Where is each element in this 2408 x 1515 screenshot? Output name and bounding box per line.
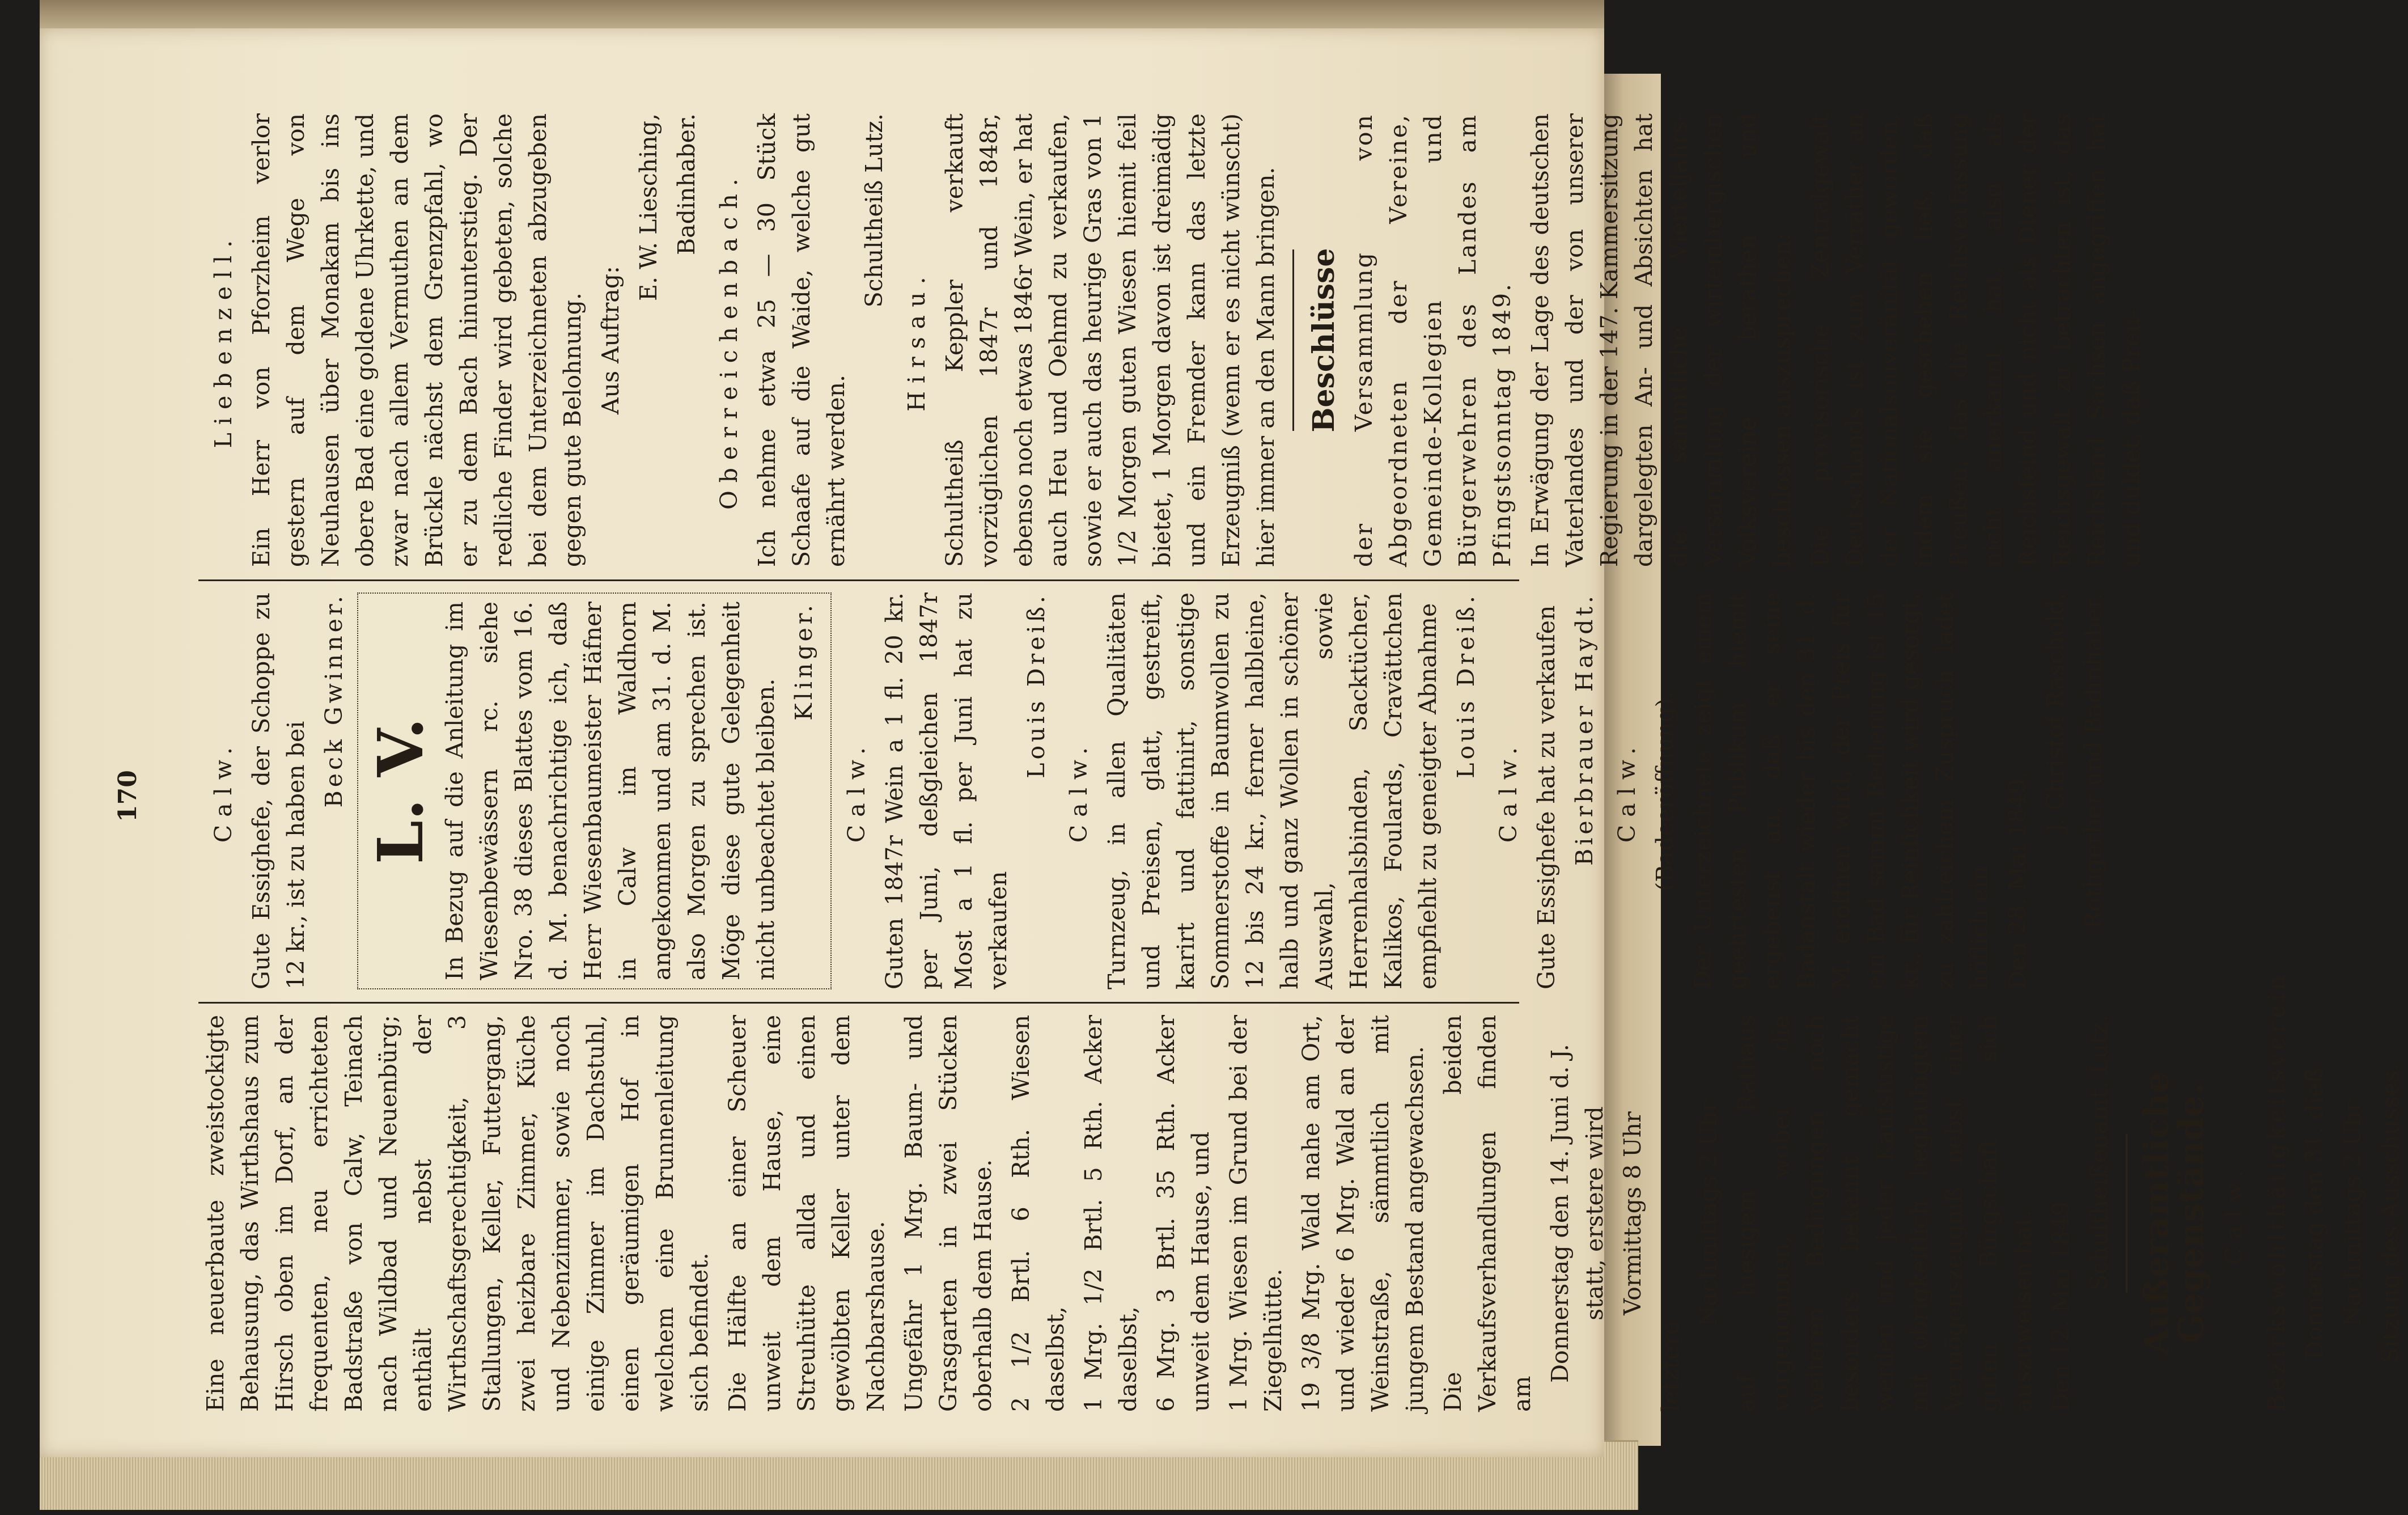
date-line: Den 28. Mai 1849.: [2004, 771, 2031, 989]
place-heading: Calw.: [210, 739, 237, 843]
text-line: Die beiden Verkaufsverhandlungen finden am: [1439, 1015, 1536, 1412]
text-paragraph: Die Hälfte an einer Scheuer unweit dem Hause, eine Streuhütte allda und einen gewölbten Keller unter dem Nachbarshause.: [724, 1015, 889, 1412]
text-paragraph: auf hiesigem Rathaus vorgenommen, wobei die weiteren Bedingungen noch besonders bekannt gemacht werden und jeder Kaufslustige mit obrigkeitlich beglaubigtem Vermögenszeugniß nebst einer guten Bürgschaft sich auszuweisen hat.: [1733, 1015, 2037, 1412]
place-heading: Liebenzell.: [210, 232, 237, 448]
text-paragraph: Ungefähr 1 Mrg. Baum- und Grasgarten in zwei Stücken oberhalb dem Hause.: [900, 1015, 997, 1412]
ornament-box: [357, 593, 832, 989]
column-2: [198, 593, 2107, 989]
signature: Bierbrauer Haydt.: [1571, 593, 1598, 866]
signature: E. W. Liesching,: [635, 113, 662, 301]
text-line: letztere: [1657, 1321, 1684, 1412]
text-paragraph: Eine neuerbaute zweistockigte Behausung, das Wirthshaus zum Hirsch oben im Dorf, an der frequenten, neu errichteten Badstraße von Calw, Teinach nach Wildbad und Neuenbürg; enthält nebst der Wirthschaftsgerechtigkeit, 3 Stallungen, Keller, Futtergang, zwei heizbare Zimmer, Küche und Nebenzimmer, sowie noch einige Zimmer im Dachstuhl, einen geräumigen Hof in welchem eine Brunnenleitung sich befindet.: [202, 1015, 713, 1412]
signature: J. Christof Raschold,: [2042, 593, 2069, 833]
notice-text: Guten 1847r Wein a 1 fl. 20 kr. per Juni, deßgleichen 1847r Most a 1 fl. per Juni hat zu verkaufen: [881, 593, 1012, 989]
text-line: 1 Mrg. Wiesen im Grund bei der Ziegelhütte.: [1225, 1015, 1287, 1412]
notice-text: Turnzeug, in allen Qualitäten und Preisen, glatt, gestreift, karirt und fattinirt, sonstige Sommerstoffe in Baumwollen zu 12 bis 24 kr., ferner halbleine, halb und ganz Wollen in schöner Auswahl, sowie Herrenhalsbinden, Sacktücher, Kalikos, Foulards, Cravättchen empfiehlt zu geneigter Abnahme: [1103, 593, 1442, 989]
text-line: Vormittags 8 Uhr: [1619, 1111, 1646, 1315]
text-line: 1 Mrg. 1/2 Brtl. 5 Rth. Acker daselbst,: [1080, 1015, 1142, 1412]
signature: Badinhaber.: [673, 113, 700, 255]
text-line: Donnerstag den 14. Juni d. J. statt, erstere wird: [1546, 1044, 1608, 1383]
notice-text: Ein Herr von Pforzheim verlor gestern auf dem Wege von Neuhausen über Monakam bis ins obere Bad eine goldene Uhrkette, und zwar nach allem Vermuthen an dem Brückle nächst dem Grenzpfahl, wo er zu dem Bach hinunterstieg. Der redliche Finder wird gebeten, solche bei dem Unterzeichneten abzugeben gegen gute Belohnung.: [248, 113, 586, 567]
place-heading: Oberreichenbach.: [715, 171, 743, 510]
section-rule: [2126, 1134, 2127, 1293]
text-line: 2 1/2 Brtl. 6 Rth. Wiesen daselbst,: [1007, 1015, 1069, 1412]
notice-text: In Bezug auf die Anleitung im Wiesenbewässern rc. siehe Nro. 38 dieses Blattes vom 16. d. M. benachrichtige ich, daß Herr Wiesenbaumeister Häfner in Calw im Waldhorn angekommen und am 31. d. M. also Morgen zu sprechen ist. Möge diese gute Gelegenheit nicht unbeachtet bleiben.: [441, 602, 779, 980]
column-3: [198, 113, 2145, 567]
place-heading: Calw.: [2220, 1161, 2248, 1266]
column-rule: [198, 1002, 1519, 1004]
signature: Schultheiß Lutz.: [860, 113, 888, 308]
place-heading: Calw.: [1495, 739, 1522, 843]
text-line: Nachmittags 2 Uhr: [1695, 1100, 1722, 1327]
section-title: Außeramtliche Gegenstände.: [2137, 1072, 2211, 1355]
notice-text: Gute Essighefe hat zu verkaufen: [1533, 605, 1560, 989]
date-line: Den 12. Mai 1849.: [2047, 1194, 2075, 1412]
column-rule: [198, 579, 1519, 581]
text-line: Aus Auftrag:: [597, 266, 624, 414]
signature: Klinger.: [790, 602, 817, 721]
signature: Louis Dreiß.: [1023, 593, 1050, 778]
text-line: Nachmittags 2 Uhr: [2339, 1100, 2366, 1327]
signature: Beck Gwinner.: [320, 593, 347, 808]
text-line: 6 Mrg. 3 Brtl. 35 Rth. Acker unweit dem Hause, und: [1152, 1015, 1214, 1412]
lv-heading: L. V.: [364, 717, 437, 865]
notice-text: Ich nehme etwa 25 — 30 Stück Schaafe auf die Waide, welche gut ernährt werden.: [753, 113, 850, 567]
signature: Rothgerber und Badinhaber.: [2080, 593, 2107, 929]
place-heading: Calw.: [1613, 739, 1640, 843]
notice-text: Die provisorische Zentralgewalt Deutschlands ist zum Verräther an der Nationalsouveränität geworden, indem sie geschehen ließ, daß Preußen, das die Reichsverfassung nicht anerkannt hat, also als Reichsfeind und nicht als Diener der Reichsgewalt zu betrachten ist, das Reichsland Sachsen angegriffen hat und duldet, daß Preu-: [1807, 113, 2145, 567]
text-line: Sitzung des Ausschusses.: [2377, 1063, 2404, 1364]
place-heading: Calw.: [1065, 739, 1092, 843]
rotated-page-content: [108, 108, 2404, 1412]
text-line: Donnerstag den 31. dieß: [2301, 1067, 2328, 1360]
notice-heading: Beschlüsse: [1307, 248, 1341, 433]
notice-text: Schultheiß Keppler verkauft vorzüglichen 1847r und 1848r, ebenso noch etwas 1846r Wein, er hat auch Heu und Oehmd zu verkaufen, sowie er auch das heurige Gras von 1 1/2 Morgen guten Wiesen hiemit feil bietet, 1 Morgen davon ist dreimädig und ein Fremder kann das letzte Erzeugniß (wenn er es nicht wünscht) hier immer an den Mann bringen.: [941, 113, 1279, 567]
place-heading: Calw.: [843, 739, 870, 843]
signature: Louis Dreiß.: [1452, 593, 1479, 778]
notice-subtitle: der Versammlung von Abgeordneten der Vereine, Gemeinde-Kollegien und Bürgerwehren des Landes am Pfingstsonntag 1849.: [1350, 113, 1516, 567]
section-rule: [1292, 249, 1294, 431]
notice-text: Der Unterzeichnete zeigt einem geehrtesten Publikum hiemit ergebenst an, daß er seine Badanstalt wieder bis den 31. d. M. eröffnen wird, der Preis für ein Bad sammt Bedienung ist 15 kr., für Reinlichkeit wird gesorgt, zu zahlreichem Zuspruch ladet höflich ein: [1689, 593, 1993, 989]
page-number: 170: [113, 770, 142, 822]
notice-subtitle: (Badeeröffnung).: [1651, 691, 1678, 891]
column-1: [198, 972, 2404, 1412]
place-heading: Hirsau.: [903, 269, 930, 412]
text-paragraph: 19 3/8 Mrg. Wald nahe am Ort, und wieder 6 Mrg. Wald an der Weinstraße, sämmtlich mit jungem Bestand angewachsen.: [1298, 1015, 1428, 1412]
notice-heading: Bezirkswohlthätigkeitsverein: [2263, 972, 2290, 1412]
signature: Schultheißenamt. Lutz.: [2085, 1015, 2113, 1290]
notice-text: In Erwägung der Lage des deutschen Vaterlandes und der von unserer Regierung in der 147. Kammersitzung dargelegten An- und Absichten hat die sämmtliche Vierteljahrs-Versammlung der wirtembergischen Volksvereine berathen und beschlossen auszusprechen:: [1527, 113, 1796, 567]
notice-text: Gute Essighefe, der Schoppe zu 12 kr., ist zu haben bei: [248, 593, 310, 989]
